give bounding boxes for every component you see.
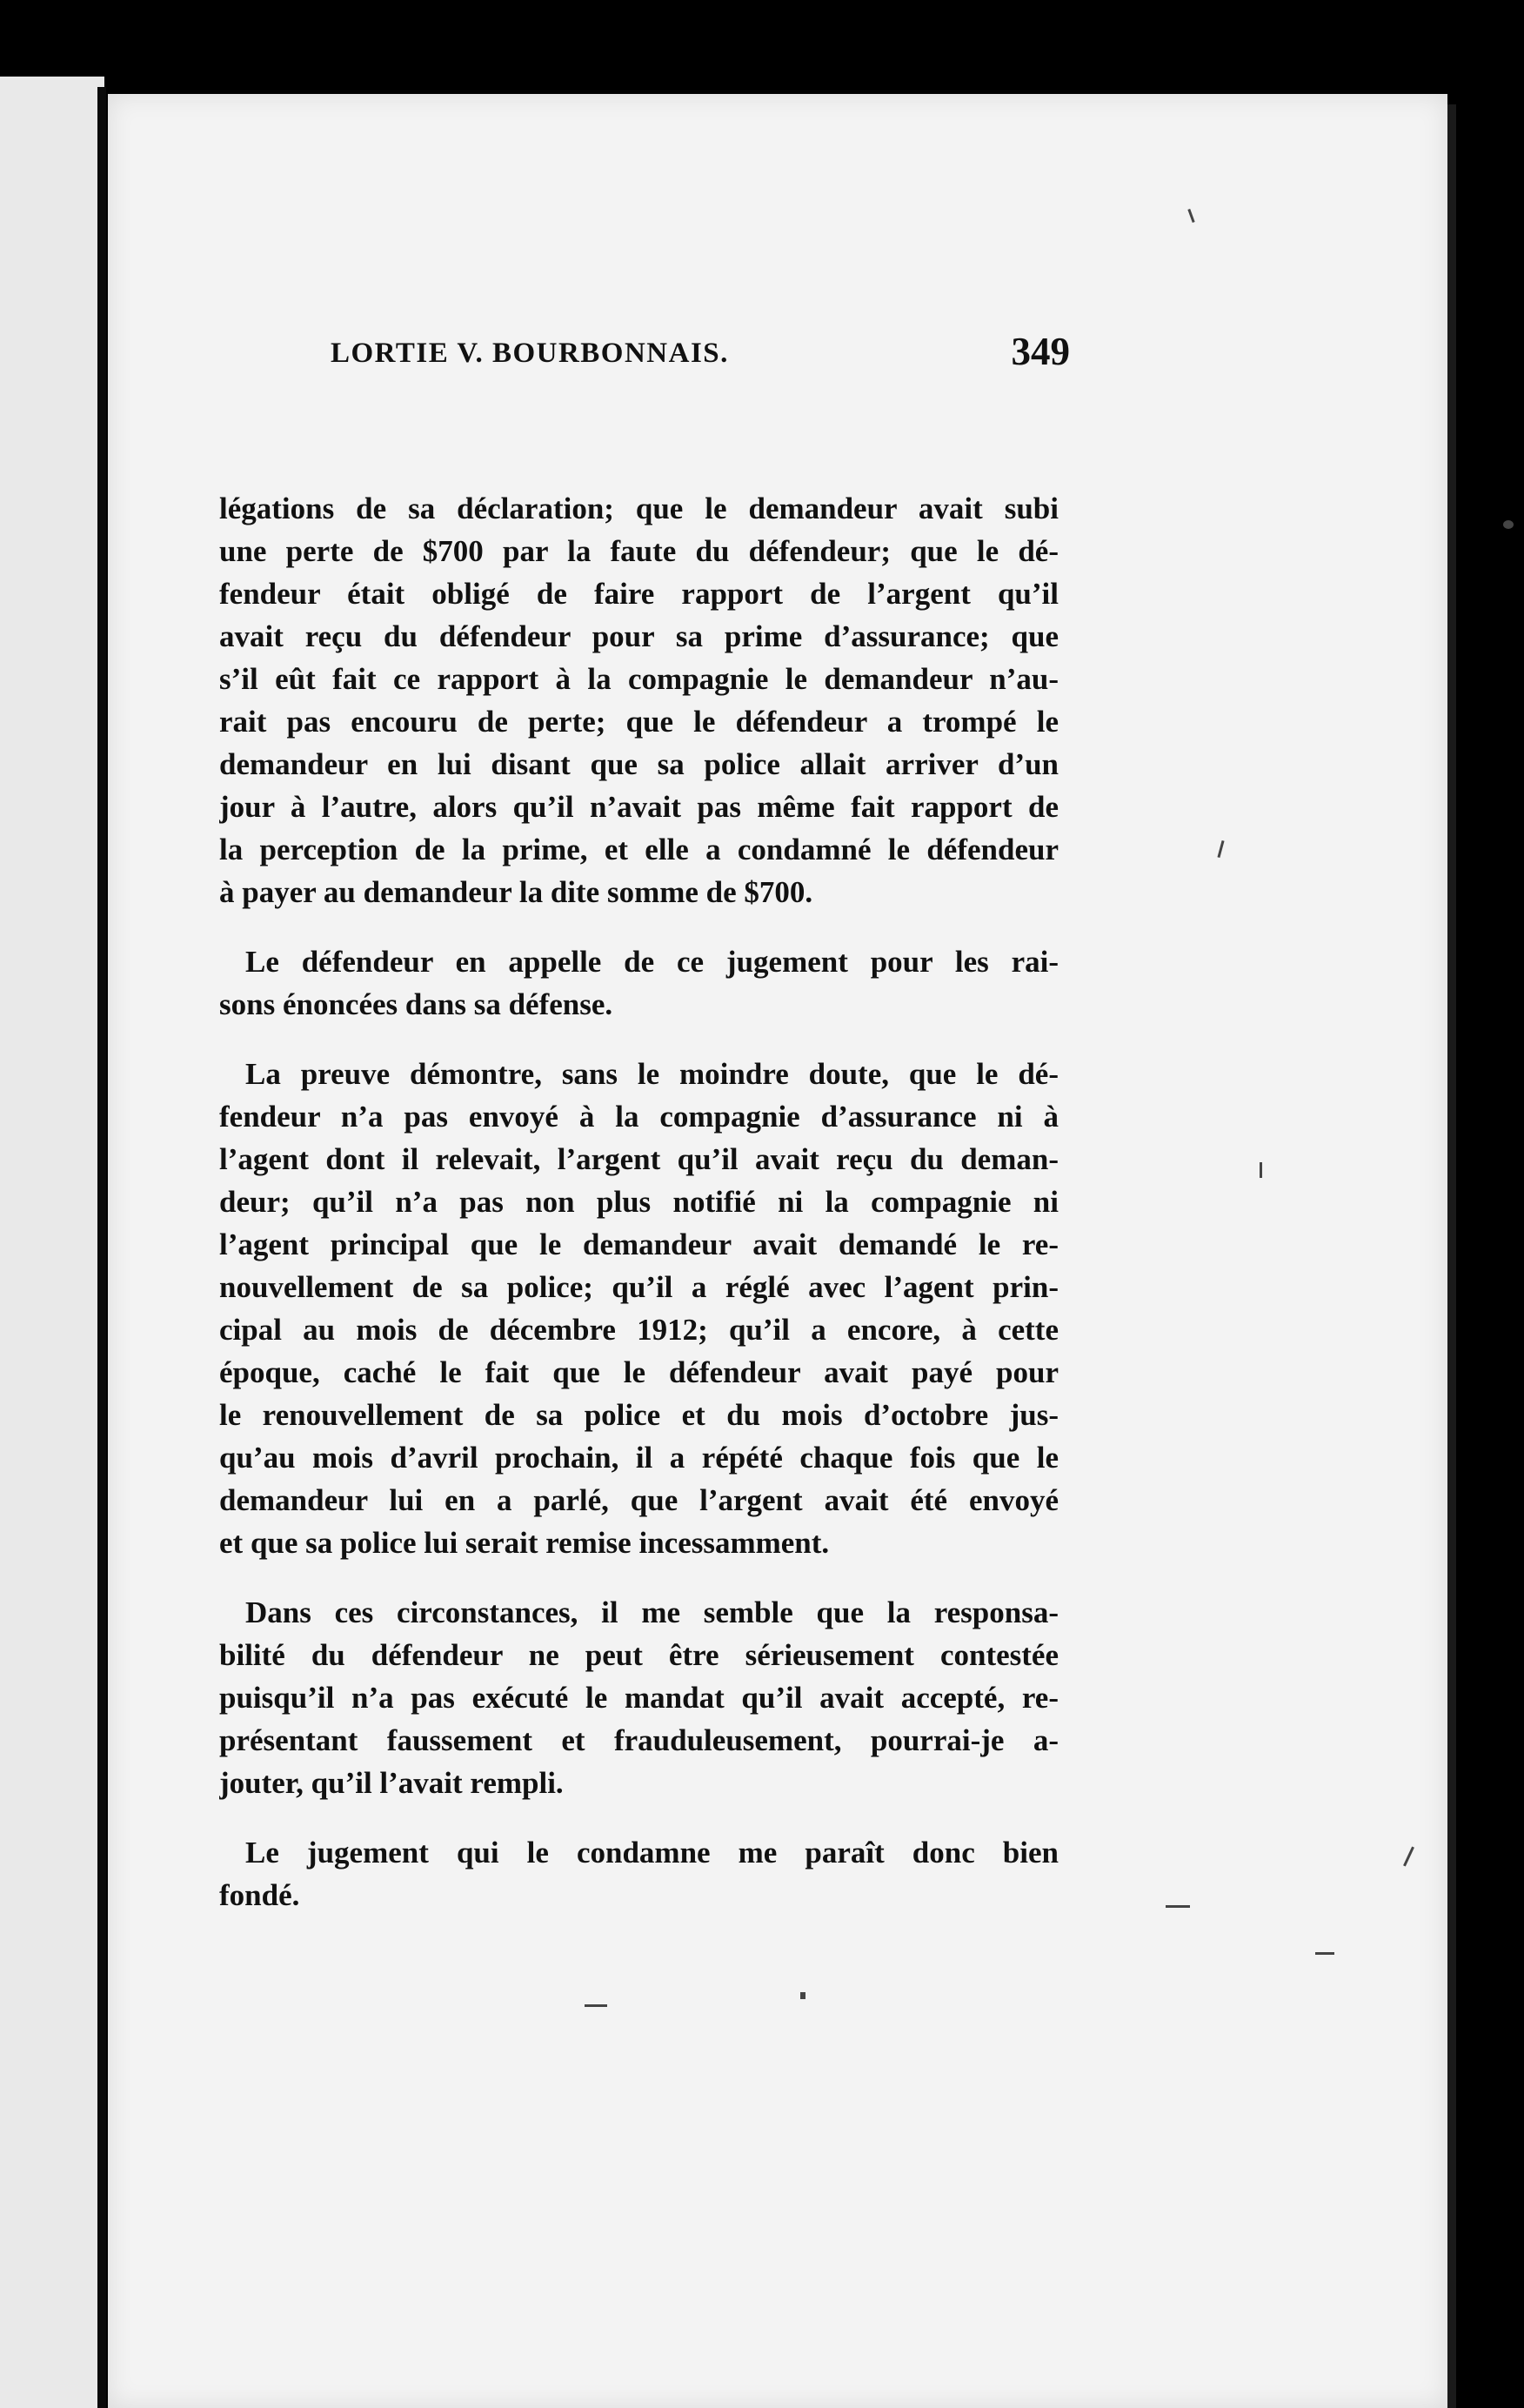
scan-speck: [1503, 520, 1514, 529]
paragraph-appeal: [219, 940, 1059, 1026]
paragraph-evidence: [219, 1053, 1059, 1564]
scan-speck: [800, 1992, 805, 1999]
page-edge-shadow: [1447, 104, 1456, 2408]
text-line: Le défendeur en appelle de ce jugement pour les rai-: [245, 945, 1059, 979]
text-line: fendeur n’a pas envoyé à la compagnie d’assurance ni à: [219, 1100, 1059, 1134]
text-line: une perte de $700 par la faute du défendeur; que le dé-: [219, 534, 1059, 568]
page-number: 349: [1011, 330, 1070, 373]
text-line: nouvellement de sa police; qu’il a réglé avec l’agent prin-: [219, 1270, 1059, 1304]
text-line: s’il eût fait ce rapport à la compagnie le demandeur n’au-: [219, 662, 1059, 696]
text-line: à payer au demandeur la dite somme de $700.: [219, 875, 813, 909]
scan-speck: [585, 2004, 607, 2007]
text-line: bilité du défendeur ne peut être sérieusement contestée: [219, 1638, 1059, 1672]
text-line: La preuve démontre, sans le moindre doute, que le dé-: [245, 1057, 1059, 1091]
paragraph-continuation: [219, 487, 1059, 913]
book-gutter-shadow: [97, 87, 106, 2408]
text-line: deur; qu’il n’a pas non plus notifié ni la compagnie ni: [219, 1185, 1059, 1219]
text-line: Dans ces circonstances, il me semble que la responsa-: [245, 1595, 1059, 1629]
text-line: jour à l’autre, alors qu’il n’avait pas même fait rapport de: [219, 790, 1059, 824]
text-line: qu’au mois d’avril prochain, il a répété chaque fois que le: [219, 1441, 1059, 1475]
text-line: époque, caché le fait que le défendeur avait payé pour: [219, 1355, 1059, 1389]
scan-speck: [1166, 1905, 1190, 1908]
body-text: [219, 487, 1059, 1943]
text-line: fondé.: [219, 1878, 300, 1912]
scan-speck: [1260, 1162, 1262, 1178]
text-line: sons énoncées dans sa défense.: [219, 987, 613, 1021]
text-line: la perception de la prime, et elle a condamné le défendeur: [219, 833, 1059, 866]
text-line: puisqu’il n’a pas exécuté le mandat qu’il avait accepté, re-: [219, 1681, 1059, 1715]
text-line: cipal au mois de décembre 1912; qu’il a encore, à cette: [219, 1313, 1059, 1347]
text-line: présentant faussement et frauduleusement, pourrai-je a-: [219, 1723, 1059, 1757]
running-title: LORTIE V. BOURBONNAIS.: [331, 338, 729, 369]
paragraph-conclusion: [219, 1831, 1059, 1916]
running-header: [331, 322, 1070, 391]
text-line: rait pas encouru de perte; que le défendeur a trompé le: [219, 705, 1059, 739]
text-line: jouter, qu’il l’avait rempli.: [219, 1766, 564, 1800]
scan-speck: [1315, 1952, 1334, 1955]
text-line: demandeur en lui disant que sa police allait arriver d’un: [219, 747, 1059, 781]
text-line: avait reçu du défendeur pour sa prime d’assurance; que: [219, 619, 1059, 653]
text-line: le renouvellement de sa police et du mois d’octobre jus-: [219, 1398, 1059, 1432]
text-line: l’agent dont il relevait, l’argent qu’il avait reçu du deman-: [219, 1142, 1059, 1176]
text-line: légations de sa déclaration; que le demandeur avait subi: [219, 492, 1059, 525]
text-line: l’agent principal que le demandeur avait demandé le re-: [219, 1227, 1059, 1261]
text-line: demandeur lui en a parlé, que l’argent avait été envoyé: [219, 1483, 1059, 1517]
facing-page-edge: [0, 77, 104, 2408]
text-line: Le jugement qui le condamne me paraît donc bien: [245, 1836, 1059, 1870]
paragraph-responsibility: [219, 1591, 1059, 1804]
text-line: fendeur était obligé de faire rapport de l’argent qu’il: [219, 577, 1059, 611]
text-line: et que sa police lui serait remise incessamment.: [219, 1526, 830, 1560]
